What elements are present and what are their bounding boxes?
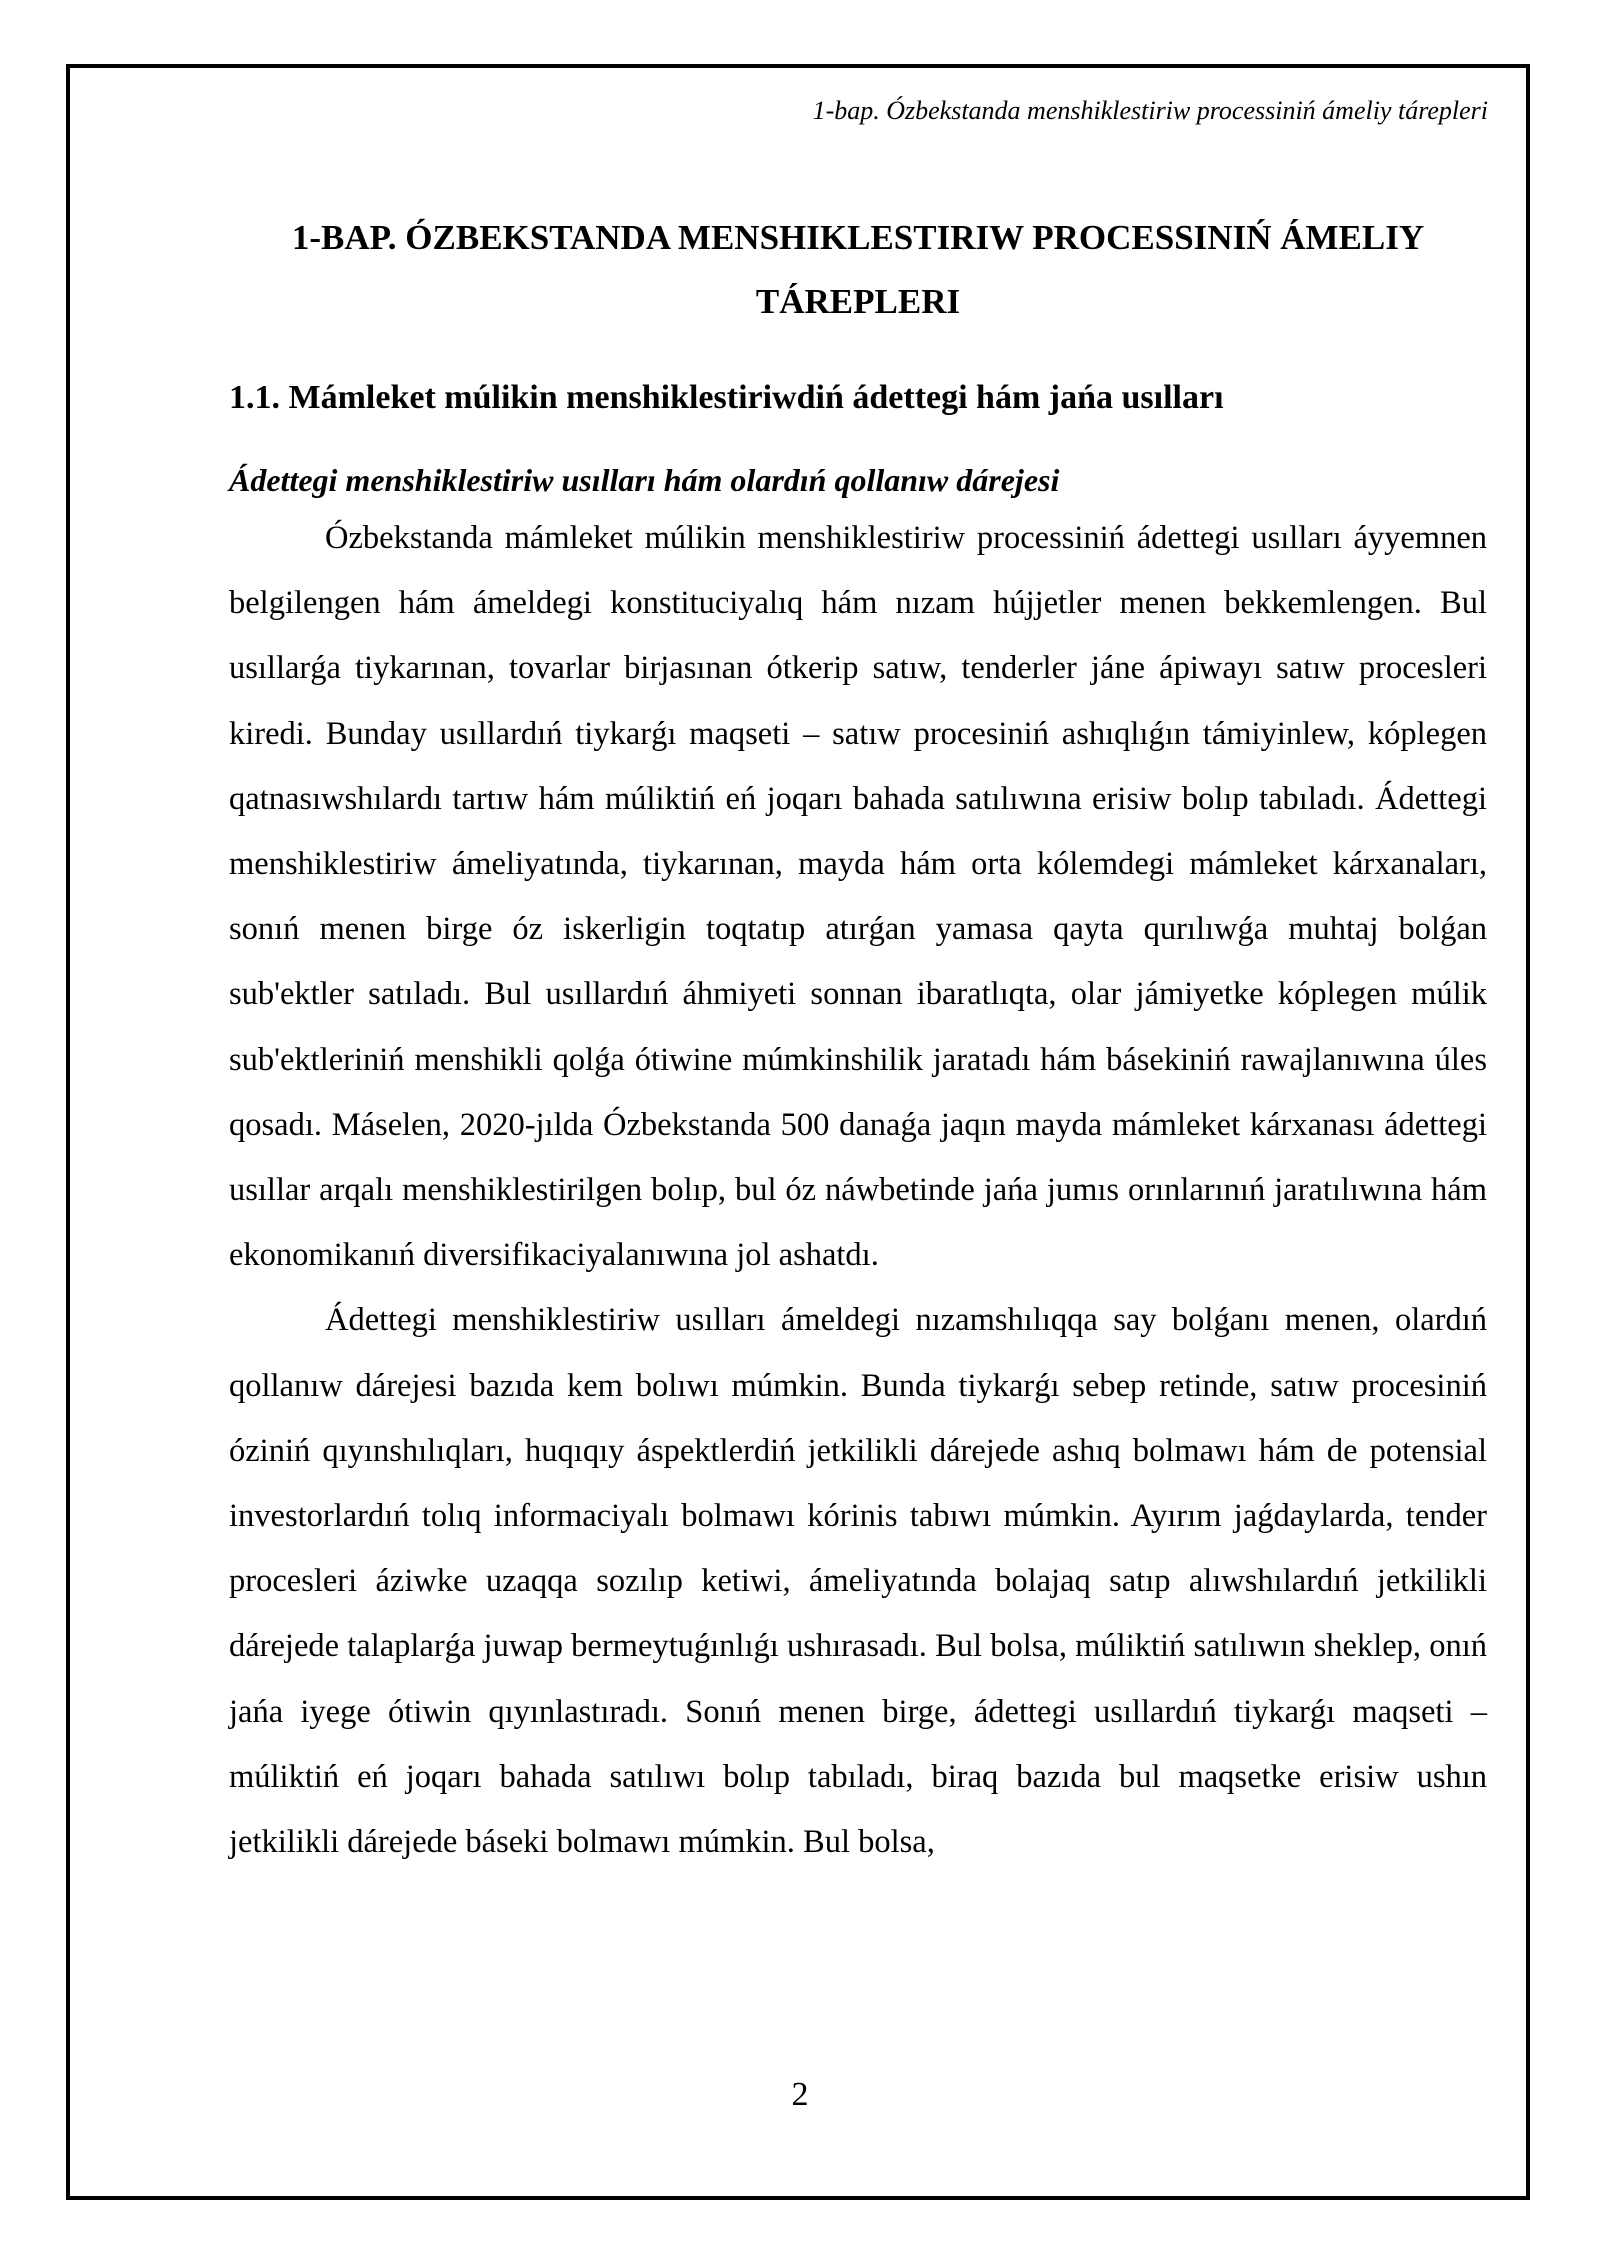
chapter-title: 1-BAP. ÓZBEKSTANDA MENSHIKLESTIRIW PROCESSINIŃ ÁMELIY TÁREPLERI xyxy=(291,218,1425,321)
body-paragraph: Ádettegi menshiklestiriw usılları ámeldegi nızamshılıqqa say bolǵanı menen, olardıń qollanıw dárejesi bazıda kem bolıwı múmkin. Bunda tiykarǵı sebep retinde, satıw procesiniń óziniń qıyınshılıqları, huqıqıy áspektlerdiń jetkilikli dárejede ashıq bolmawı hám de potensial investorlardıń tolıq informaciyalı bolmawı kórinis tabıwı múmkin. Ayırım jaǵdaylarda, tender procesleri áziwke uzaqqa sozılıp ketiwi, ámeliyatında bolajaq satıp alıwshılardıń jetkilikli dárejede talaplarǵa juwap bermeytuǵınlıǵı ushırasadı. Bul bolsa, múliktiń satılıwın sheklep, onıń jańa iyege ótiwin qıyınlastıradı. Sonıń menen birge, ádettegi usıllardıń tiykarǵı maqseti – múliktiń eń joqarı bahada satılıwı bolıp tabıladı, biraq bazıda bul maqsetke erisiw ushın jetkilikli dárejede báseki bolmawı múmkin. Bul bolsa, xyxy=(229,1302,1487,1861)
document-body xyxy=(229,206,1487,1875)
body-paragraph: Ózbekstanda mámleket múlikin menshiklestiriw processiniń ádettegi usılları áyyemnen belgilengen hám ámeldegi konstituciyalıq hám nızam hújjetler menen bekkemlengen. Bul usıllarǵa tiykarınan, tovarlar birjasınan ótkerip satıw, tenderler jáne ápiwayı satıw procesleri kiredi. Bunday usıllardıń tiykarǵı maqseti – satıw procesiniń ashıqlıǵın támiyinlew, kóplegen qatnasıwshılardı tartıw hám múliktiń eń joqarı bahada satılıwına erisiw bolıp tabıladı. Ádettegi menshiklestiriw ámeliyatında, tiykarınan, mayda hám orta kólemdegi mámleket kárxanaları, sonıń menen birge óz iskerligin toqtatıp atırǵan yamasa qayta qurılıwǵa muhtaj bolǵan sub'ektler satıladı. Bul usıllardıń áhmiyeti sonnan ibaratlıqta, olar jámiyetke kóplegen múlik sub'ektleriniń menshikli qolǵa ótiwine múmkinshilik jaratadı hám básekiniń rawajlanıwına úles qosadı. Máselen, 2020-jılda Ózbekstanda 500 danaǵa jaqın mayda mámleket kárxanası ádettegi usıllar arqalı menshiklestirilgen bolıp, bul óz náwbetinde jańa jumıs orınlarınıń jaratılıwına hám ekonomikanıń diversifikaciyalanıwına jol ashatdı. xyxy=(229,520,1487,1274)
subsection-title: Ádettegi menshiklestiriw usılları hám olardıń qollanıw dárejesi xyxy=(229,462,1060,498)
running-header: 1-bap. Ózbekstanda menshiklestiriw processiniń ámeliy tárepleri xyxy=(812,96,1488,125)
section-title: 1.1. Mámleket múlikin menshiklestiriwdiń ádettegi hám jańa usılları xyxy=(229,379,1224,416)
page-number: 2 xyxy=(791,2076,809,2113)
